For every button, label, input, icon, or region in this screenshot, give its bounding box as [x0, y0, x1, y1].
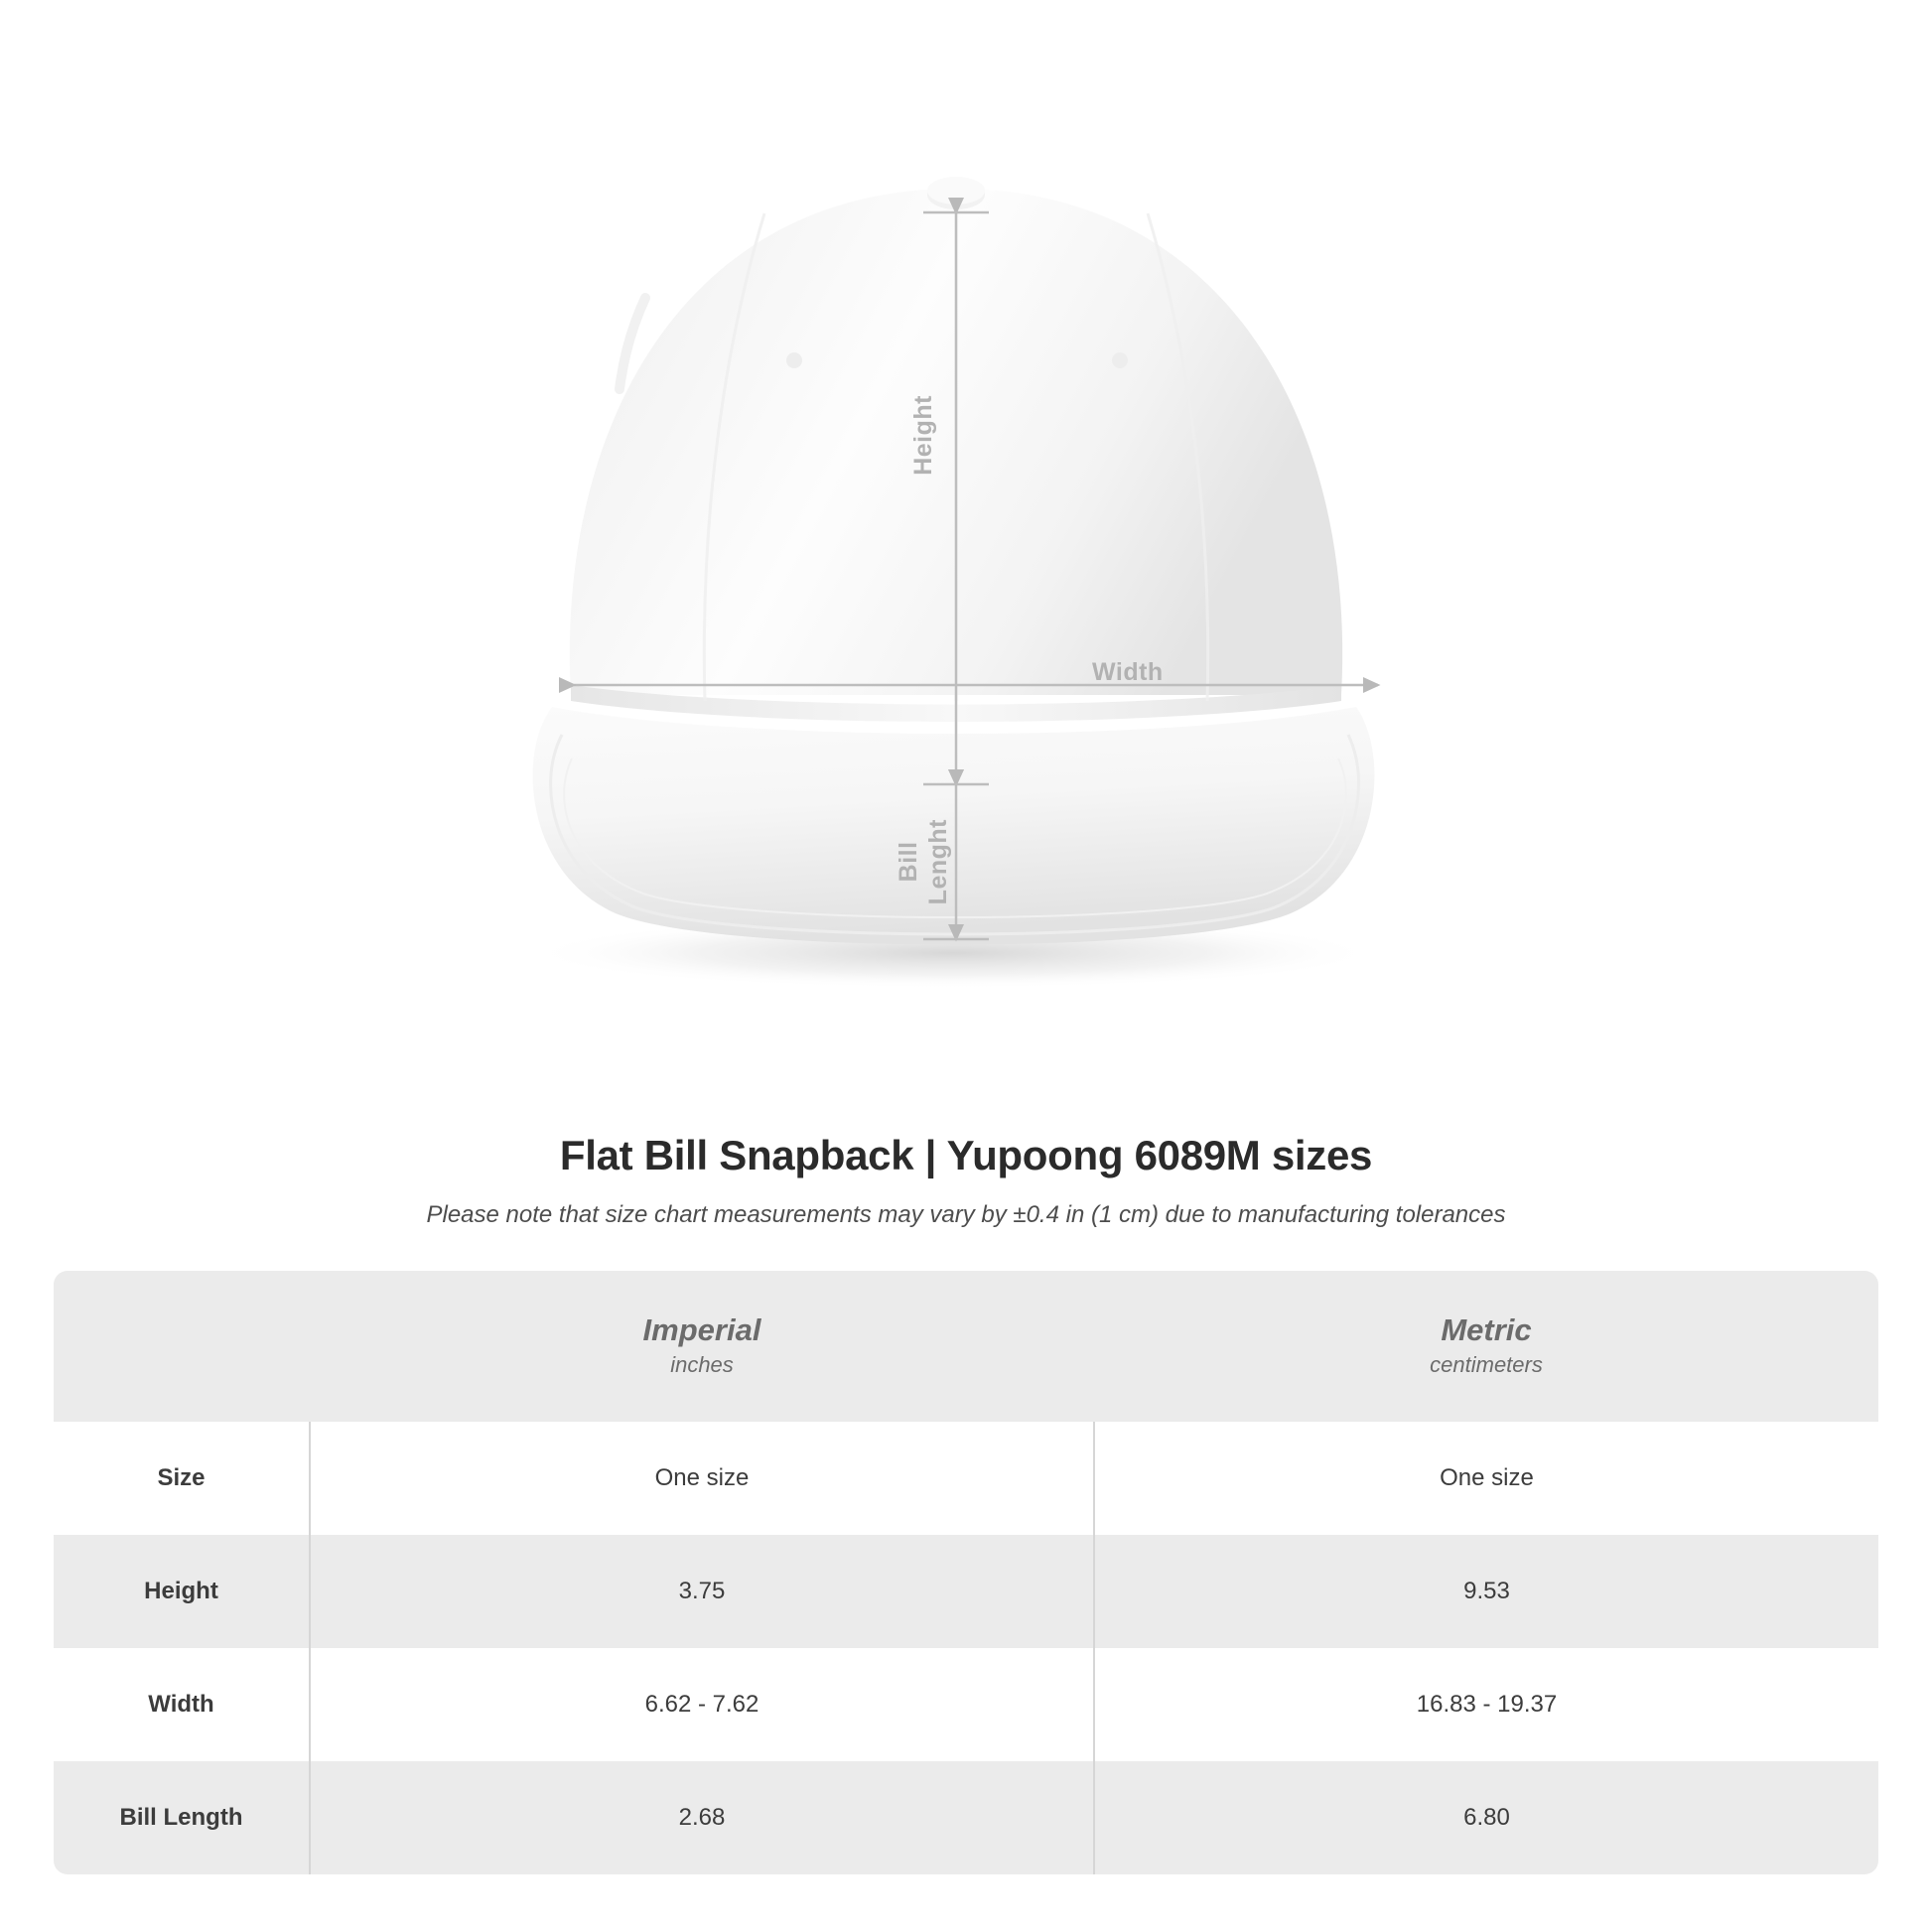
row-imperial-value: 3.75: [310, 1535, 1094, 1648]
title-block: [0, 1052, 1932, 1229]
tolerance-note: Please note that size chart measurements may vary by ±0.4 in (1 cm) due to manufacturing tolerances: [426, 1201, 1506, 1228]
row-imperial-value: 2.68: [310, 1761, 1094, 1874]
row-label: Size: [157, 1464, 206, 1491]
row-metric-value: 16.83 - 19.37: [1416, 1691, 1558, 1718]
height-dimension-label: Height: [909, 395, 937, 476]
row-metric-value: 6.80: [1094, 1761, 1878, 1874]
row-metric-value: 9.53: [1094, 1535, 1878, 1648]
row-metric-value: One size: [1440, 1464, 1534, 1491]
row-label: Bill Length: [54, 1761, 310, 1874]
header-corner-cell: [54, 1271, 310, 1422]
header-metric: [1094, 1271, 1878, 1422]
header-imperial-sub: inches: [670, 1352, 734, 1377]
row-label: Width: [148, 1691, 214, 1718]
bill-length-line-2: Lenght: [924, 819, 952, 905]
size-table-wrap: [54, 1271, 1878, 1874]
table-row: [54, 1535, 1878, 1648]
width-dimension-label: Width: [1092, 658, 1164, 686]
header-imperial-name: Imperial: [642, 1312, 761, 1347]
header-metric-name: Metric: [1441, 1312, 1532, 1347]
table-row: [54, 1422, 1878, 1535]
header-metric-sub: centimeters: [1430, 1352, 1543, 1377]
row-imperial-value: One size: [310, 1422, 1094, 1535]
table-row: [54, 1761, 1878, 1874]
table-row: [54, 1648, 1878, 1761]
bill-length-dimension-label: [894, 819, 953, 904]
row-imperial-value: 6.62 - 7.62: [310, 1648, 1094, 1761]
page-title: Flat Bill Snapback | Yupoong 6089M sizes: [559, 1132, 1373, 1178]
size-table: [54, 1271, 1878, 1874]
table-header-row: [54, 1271, 1878, 1422]
bill-length-line-1: Bill: [895, 841, 922, 883]
row-label: Height: [54, 1535, 310, 1648]
header-imperial: [310, 1271, 1094, 1422]
